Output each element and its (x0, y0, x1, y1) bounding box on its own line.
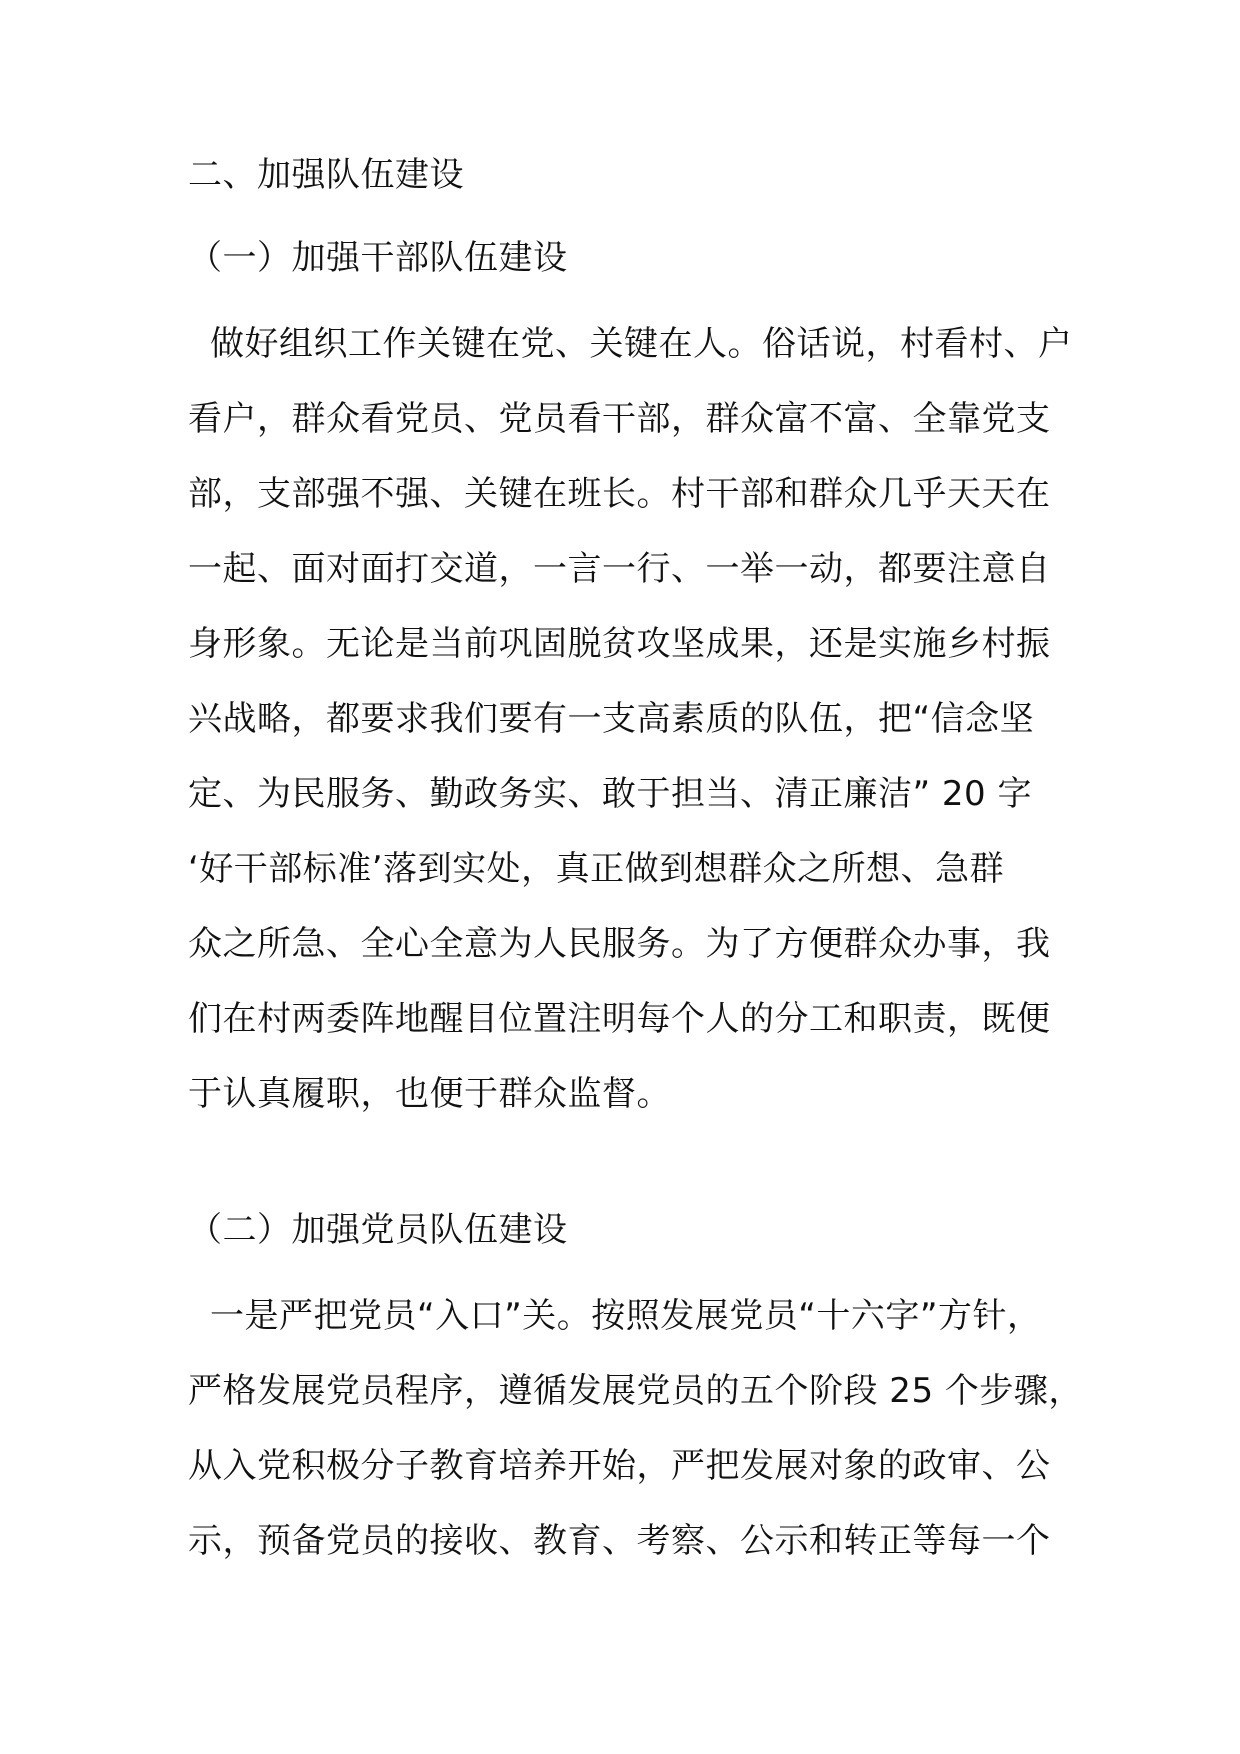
paragraph-line: 一起、面对面打交道，一言一行、一举一动，都要注意自 (188, 549, 1051, 589)
paragraph-line: 一是严把党员“入口”关。按照发展党员“十六字”方针， (210, 1296, 1042, 1336)
paragraph-line: 于认真履职，也便于群众监督。 (188, 1074, 671, 1114)
paragraph-line: 们在村两委阵地醒目位置注明每个人的分工和职责，既便 (188, 999, 1051, 1039)
paragraph-cadre-team (188, 307, 1073, 1132)
paragraph-line: 定、为民服务、勤政务实、敢于担当、清正廉洁” 20 字 (188, 774, 1032, 814)
paragraph-line: 从入党积极分子教育培养开始，严把发展对象的政审、公 (188, 1446, 1051, 1486)
paragraph-party-member-team (188, 1279, 1083, 1579)
paragraph-line: 看户，群众看党员、党员看干部，群众富不富、全靠党支 (188, 399, 1051, 439)
paragraph-line: 身形象。无论是当前巩固脱贫攻坚成果，还是实施乡村振 (188, 624, 1051, 664)
paragraph-line: 兴战略，都要求我们要有一支高素质的队伍，把“信念坚 (188, 699, 1035, 739)
subheading-party-member-team: （二）加强党员队伍建设 (188, 1210, 568, 1250)
paragraph-line: ‘好干部标准’落到实处，真正做到想群众之所想、急群 (188, 849, 1005, 889)
subheading-cadre-team: （一）加强干部队伍建设 (188, 238, 568, 278)
paragraph-line: 做好组织工作关键在党、关键在人。俗话说，村看村、户 (210, 324, 1073, 364)
section-heading: 二、加强队伍建设 (188, 155, 464, 195)
paragraph-line: 众之所急、全心全意为人民服务。为了方便群众办事，我 (188, 924, 1051, 964)
paragraph-line: 严格发展党员程序，遵循发展党员的五个阶段 25 个步骤， (188, 1371, 1083, 1411)
paragraph-line: 部，支部强不强、关键在班长。村干部和群众几乎天天在 (188, 474, 1051, 514)
paragraph-line: 示，预备党员的接收、教育、考察、公示和转正等每一个 (188, 1521, 1051, 1561)
